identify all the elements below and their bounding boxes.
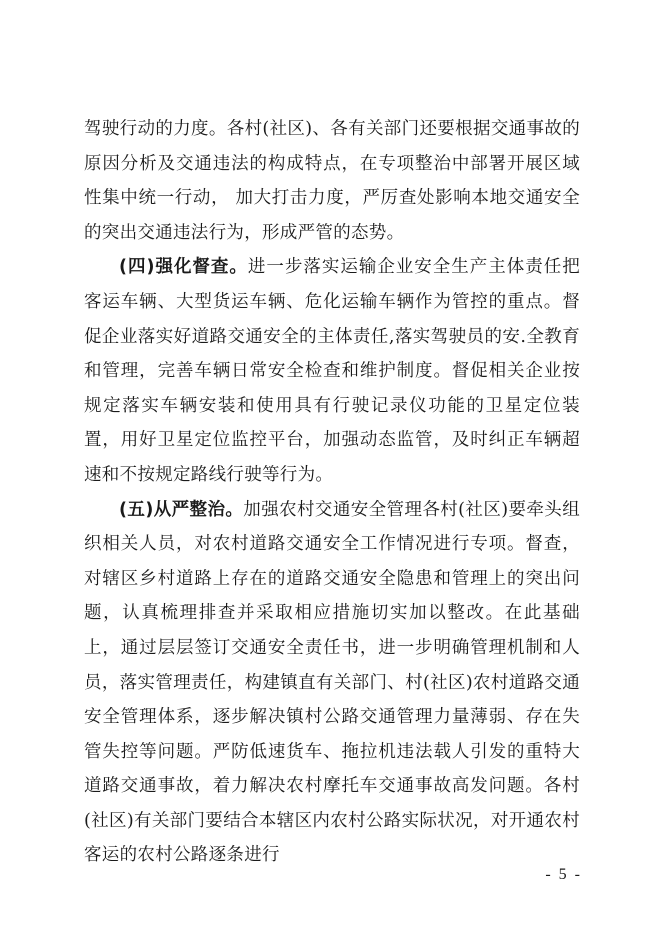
page-number: - 5 - — [545, 866, 582, 883]
body-text — [84, 112, 580, 873]
paragraph-text: 驾驶行动的力度。各村(社区)、各有关部门还要根据交通事故的原因分析及交通违法的构成特点，在专项整治中部署开展区域性集中统一行动， 加大打击力度，严厉查处影响本地交通安全的突出交通违法行为，形成严管的态势。 — [84, 119, 580, 243]
paragraph-text: 加强农村交通安全管理各村(社区)要牵头组织相关人员，对农村道路交通安全工作情况进行专项。督查，对辖区乡村道路上存在的道路交通安全隐患和管理上的突出问题，认真梳理排查并采取相应措施切实加以整改。在此基础上，通过层层签订交通安全责任书，进一步明确管理机制和人员，落实管理责任，构建镇直有关部门、村(社区)农村道路交通安全管理体系，逐步解决镇村公路交通管理力量薄弱、存在失管失控等问题。严防低速货车、拖拉机违法载人引发的重特大道路交通事故，着力解决农村摩托车交通事故高发问题。各村(社区)有关部门要结合本辖区内农村公路实际状况，对开通农村客运的农村公路逐条进行 — [84, 499, 581, 866]
section-heading: (五)从严整治。 — [119, 499, 244, 520]
paragraph-strict-rectification — [84, 493, 580, 874]
paragraph-strengthen-supervision — [84, 250, 580, 492]
paragraph-text: 进一步落实运输企业安全生产主体责任把客运车辆、大型货运车辆、危化运输车辆作为管控的重点。督促企业落实好道路交通安全的主体责任,落实驾驶员的安.全教育和管理，完善车辆日常安全检查和维护制度。督促相关企业按规定落实车辆安装和使用具有行驶记录仪功能的卫星定位装置，用好卫星定位监控平台，加强动态监管，及时纠正车辆超速和不按规定路线行驶等行为。 — [84, 257, 580, 485]
section-heading: (四)强化督查。 — [119, 257, 248, 278]
paragraph-continuation — [84, 112, 580, 250]
